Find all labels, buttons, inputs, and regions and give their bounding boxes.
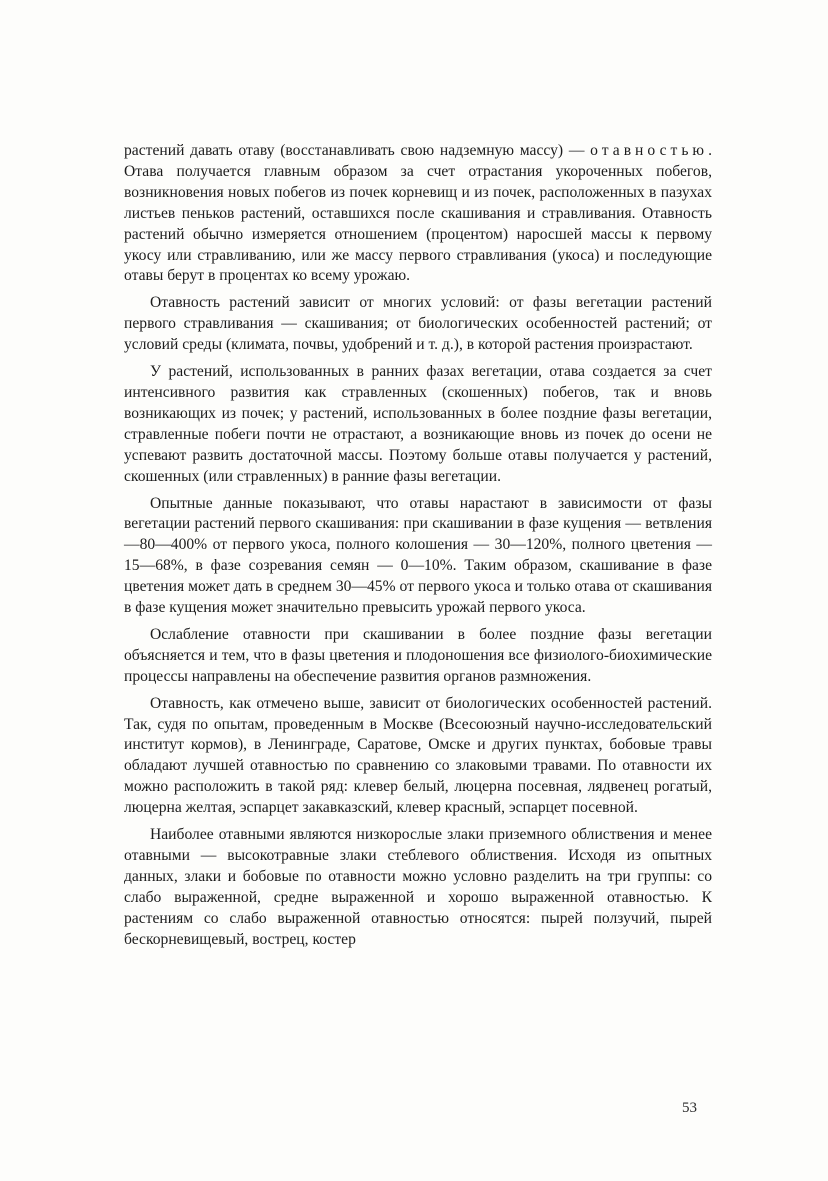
paragraph-3: У растений, использованных в ранних фазах вегетации, отава создается за счет интенсивного развития как стравленных (скошенных) побегов, так и вновь возникающих из почек; у растений, использованных в более поздние фазы вегетации, стравленные побеги почти не отрастают, а возникающие вновь из почек до осени не успевают развить достаточной массы. Поэтому больше отавы получается у растений, скошенных (или стравленных) в ранние фазы вегетации.: [124, 363, 712, 485]
paragraph-4: Опытные данные показывают, что отавы нарастают в зависимости от фазы вегетации растений первого скашивания: при скашивании в фазе кущения — ветвления—80—400% от первого укоса, полного колошения — 30—120%, полного цветения — 15—68%, в фазе созревания семян — 0—10%. Таким образом, скашивание в фазе цветения может дать в среднем 30—45% от первого укоса и только отава от скашивания в фазе кущения может значительно превысить урожай первого укоса.: [124, 494, 712, 617]
emphasized-term: отавностью: [590, 142, 709, 159]
paragraph-5: Ослабление отавности при скашивании в более поздние фазы вегетации объясняется и тем, что в фазы цветения и плодоношения все физиолого-биохимические процессы направлены на обеспечение развития органов размножения.: [124, 625, 712, 685]
body-text: [124, 135, 712, 951]
paragraph-1: растений давать отаву (восстанавливать свою надземную массу) — отавностью. Отава получается главным образом за счет отрастания укороченных побегов, возникновения новых побегов из почек корневищ и из почек, расположенных в пазухах листьев пеньков растений, оставшихся после скашивания и стравливания. Отавность растений обычно измеряется отношением (процентом) наросшей массы к первому укосу или стравливанию, или же массу первого стравливания (укоса) и последующие отавы берут в процентах ко всему урожаю.: [124, 142, 712, 285]
page-number: 53: [682, 1100, 697, 1116]
paragraph-2: Отавность растений зависит от многих условий: от фазы вегетации растений первого стравливания — скашивания; от биологических особенностей растений; от условий среды (климата, почвы, удобрений и т. д.), в которой растения произрастают.: [124, 294, 712, 354]
paragraph-7: Наиболее отавными являются низкорослые злаки приземного облиствения и менее отавными — высокотравные злаки стеблевого облиствения. Исходя из опытных данных, злаки и бобовые по отавности можно условно разделить на три группы: со слабо выраженной, средне выраженной и хорошо выраженной отавностью. К растениям со слабо выраженной отавностью относятся: пырей ползучий, пырей бескорневищевый, вострец, костер: [124, 826, 712, 948]
paragraph-6: Отавность, как отмечено выше, зависит от биологических особенностей растений. Так, судя по опытам, проведенным в Москве (Всесоюзный научно-исследовательский институт кормов), в Ленинграде, Саратове, Омске и других пунктах, бобовые травы обладают лучшей отавностью по сравнению со злаковыми травами. По отавности их можно расположить в такой ряд: клевер белый, люцерна посевная, лядвенец рогатый, люцерна желтая, эспарцет закавказский, клевер красный, эспарцет посевной.: [124, 694, 712, 817]
